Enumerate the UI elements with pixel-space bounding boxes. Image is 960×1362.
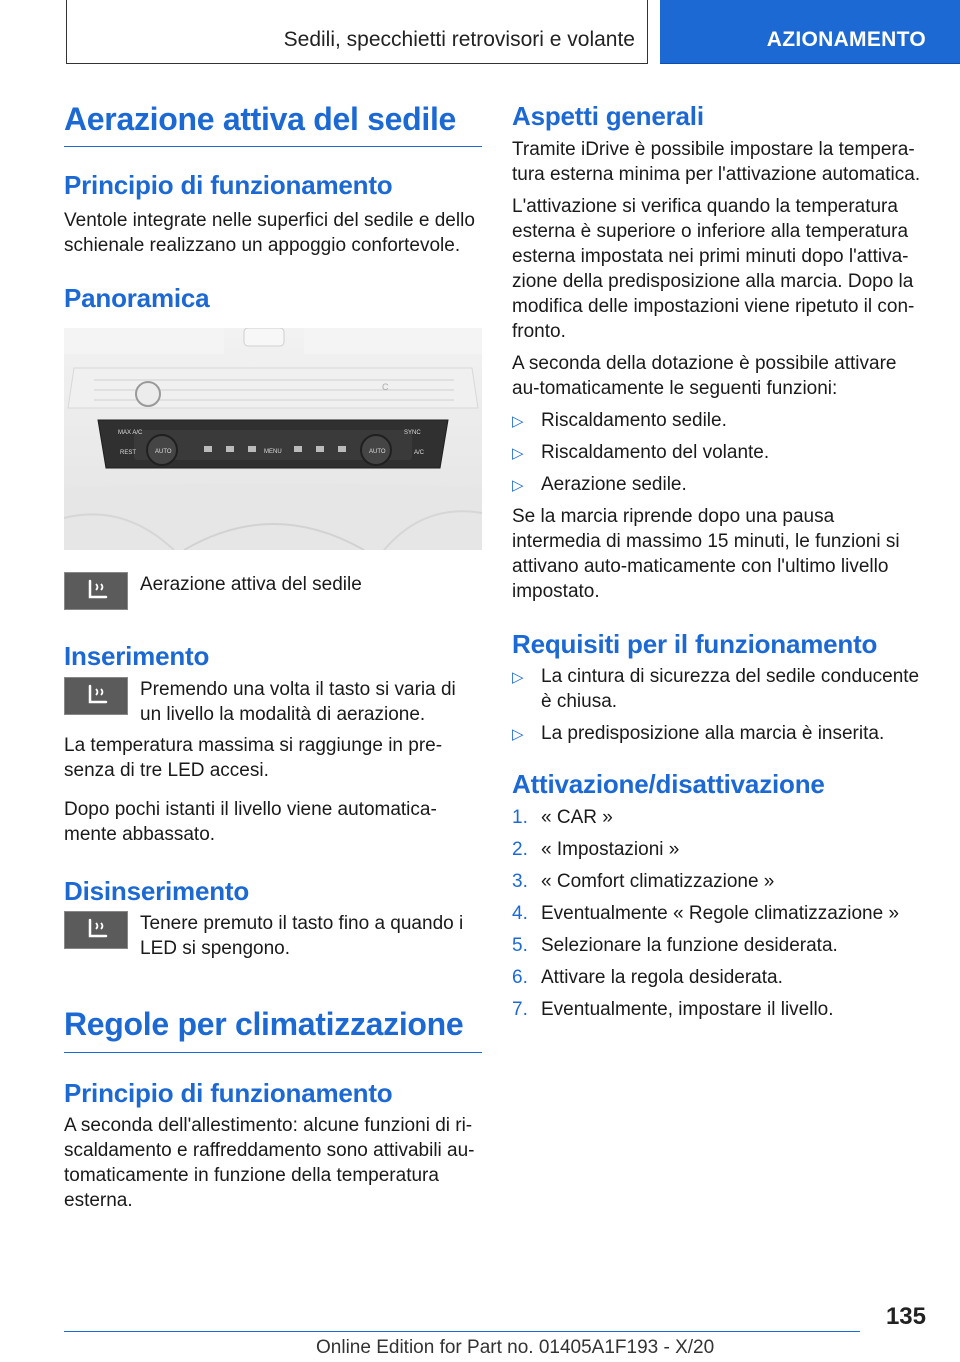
deactivation-row: [64, 911, 482, 961]
text-activation-1: La temperatura massima si raggiunge in pre‐senza di tre LED accesi.: [64, 734, 443, 781]
text-deactivation-icon: Tenere premuto il tasto fino a quando i LED si spengono.: [140, 913, 464, 960]
list-item: ▷ La cintura di sicurezza del sedile conducente è chiusa.: [512, 666, 920, 712]
svg-text:C: C: [382, 382, 389, 393]
right-column: [512, 100, 926, 1022]
heading-seat-ventilation: Aerazione attiva del sedile: [64, 100, 482, 147]
caption-row: [64, 572, 482, 610]
svg-text:MENU: MENU: [264, 449, 282, 456]
list-item: 6. Attivare la regola desiderata.: [512, 966, 783, 988]
heading-principle: Principio di funzionamento: [64, 170, 393, 201]
left-column: [64, 100, 482, 1213]
seat-ventilation-icon: [64, 911, 128, 949]
steps-list: [512, 805, 926, 1022]
list-item: 1. « CAR »: [512, 806, 613, 828]
text-activation-2: Dopo pochi istanti il livello viene automatica‐mente abbassato.: [64, 798, 437, 845]
page-number: 135: [885, 1303, 926, 1330]
footer-edition: Online Edition for Part no. 01405A1F193 - X/20: [316, 1337, 715, 1358]
chapter-title: Sedili, specchietti retrovisori e volante: [283, 28, 635, 51]
requirements-list: [512, 664, 926, 746]
heading-general: Aspetti generali: [512, 101, 704, 131]
knob-label-right: AUTO: [369, 449, 386, 456]
triangle-bullet-icon: ▷: [512, 412, 524, 430]
list-item: 7. Eventualmente, impostare il livello.: [512, 998, 834, 1020]
heading-climate-rules: Regole per climatizzazione: [64, 1005, 482, 1052]
header-chapter-box: [66, 0, 648, 64]
knob-label-left: AUTO: [155, 449, 172, 456]
text-principle: Ventole integrate nelle superfici del sedile e dello schienale realizzano un appoggio confortevole.: [64, 209, 475, 256]
text-activation-icon: Premendo una volta il tasto si varia di un livello la modalità di aerazione.: [140, 678, 456, 725]
text-general-3: A seconda della dotazione è possibile attivare au‐tomaticamente le seguenti funzioni:: [512, 352, 897, 399]
text-general-1: Tramite iDrive è possibile impostare la tempera‐tura esterna minima per l'attivazione automatica.: [512, 138, 921, 185]
triangle-bullet-icon: ▷: [512, 444, 524, 462]
list-item: ▷ Aerazione sedile.: [512, 472, 926, 497]
activation-row: [64, 677, 482, 727]
list-item: 5. Selezionare la funzione desiderata.: [512, 934, 838, 956]
list-item: 2. « Impostazioni »: [512, 838, 680, 860]
functions-list: [512, 408, 926, 497]
heading-on-off: Attivazione/disattivazione: [512, 769, 825, 799]
text-general-2: L'attivazione si verifica quando la temperatura esterna è superiore o inferiore alla temperatura esterna impostata nei primi minuti dopo l'attiva‐zione della predisposizione alla marcia. Dopo la modifica delle impostazioni viene ripetuto il con‐fronto.: [512, 195, 915, 342]
text-general-4: Se la marcia riprende dopo una pausa intermedia di massimo 15 minuti, le funzioni si attivano auto‐maticamente con l'ultimo livello impostato.: [512, 505, 900, 602]
heading-rules-principle: Principio di funzionamento: [64, 1077, 393, 1108]
list-item: 4. Eventualmente « Regole climatizzazione »: [512, 902, 900, 924]
btn-max-ac: MAX A/C: [118, 430, 143, 437]
seat-ventilation-icon: [64, 677, 128, 715]
list-item: ▷ La predisposizione alla marcia è inserita.: [512, 721, 926, 746]
list-item: 3. « Comfort climatizzazione »: [512, 870, 775, 892]
section-title: AZIONAMENTO: [766, 28, 926, 51]
dashboard-image: [64, 328, 482, 550]
icon-caption: Aerazione attiva del sedile: [140, 574, 362, 596]
triangle-bullet-icon: ▷: [512, 669, 524, 686]
text-rules-principle: A seconda dell'allestimento: alcune funzioni di ri‐scaldamento e raffreddamento sono attivabili au‐tomaticamente in funzione della temperatura esterna.: [64, 1115, 475, 1212]
triangle-bullet-icon: ▷: [512, 726, 524, 743]
heading-deactivation: Disinserimento: [64, 875, 250, 906]
heading-requirements: Requisiti per il funzionamento: [512, 628, 878, 659]
climate-panel-illustration: [64, 328, 482, 550]
btn-ac: A/C: [414, 450, 425, 457]
btn-sync: SYNC: [404, 430, 421, 437]
btn-rest: REST: [120, 450, 137, 457]
triangle-bullet-icon: ▷: [512, 476, 524, 494]
list-item: ▷ Riscaldamento del volante.: [512, 440, 926, 465]
heading-overview: Panoramica: [64, 282, 210, 313]
header-section-tab[interactable]: [660, 0, 960, 64]
heading-activation: Inserimento: [64, 641, 210, 672]
seat-ventilation-icon: [64, 572, 128, 610]
footer-divider: [64, 1331, 860, 1332]
list-item: ▷ Riscaldamento sedile.: [512, 408, 926, 433]
